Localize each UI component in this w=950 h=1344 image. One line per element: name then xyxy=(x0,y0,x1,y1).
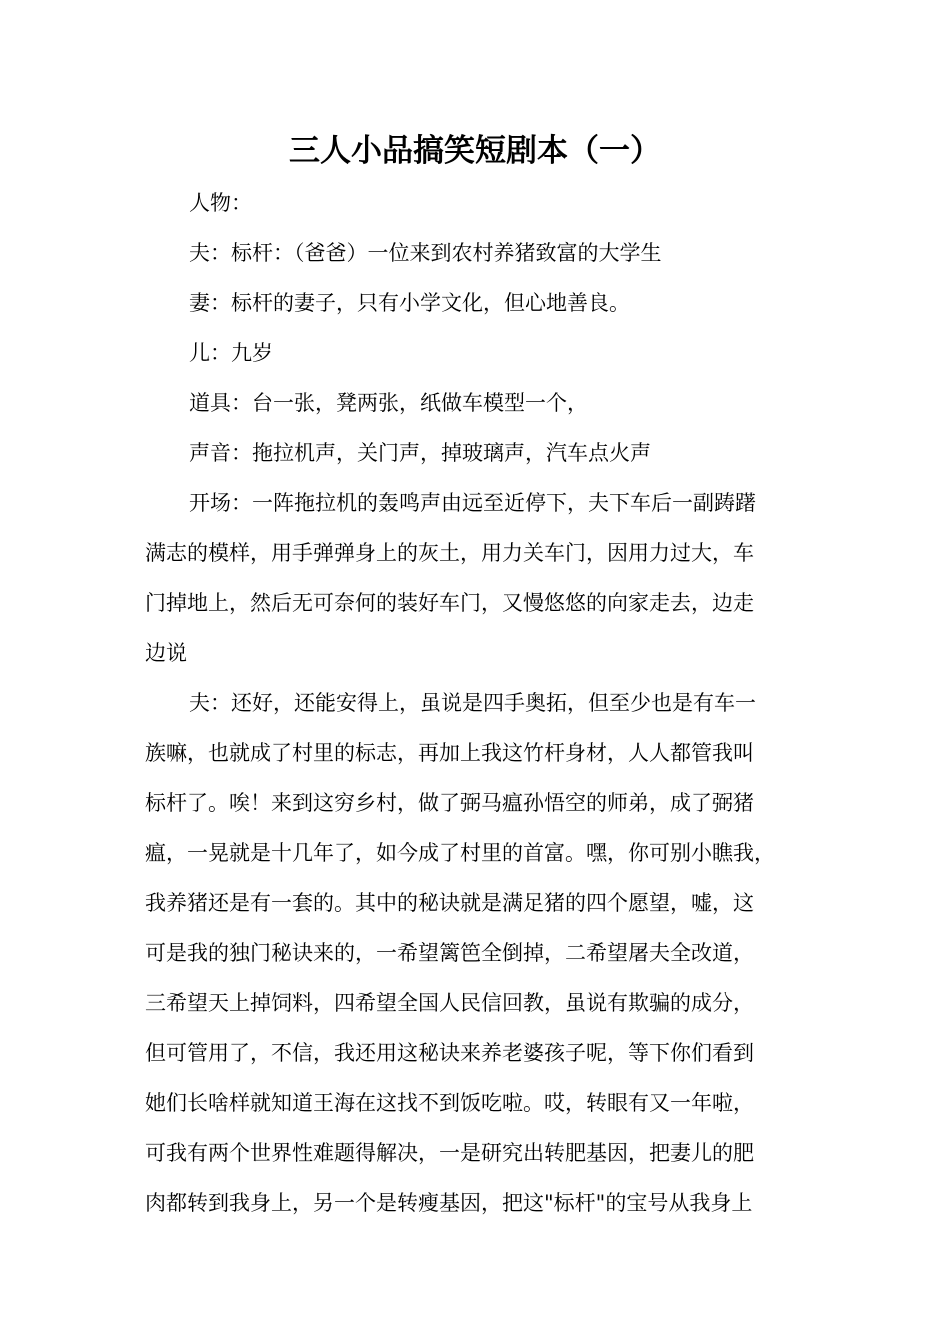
text-line: 我养猪还是有一套的。其中的秘诀就是满足猪的四个愿望，嘘，这 xyxy=(145,891,754,915)
text-line: 人物： xyxy=(189,191,252,215)
text-line: 标杆了。唉！来到这穷乡村，做了弼马瘟孙悟空的师弟，成了弼猪 xyxy=(145,791,754,815)
text-line: 肉都转到我身上，另一个是转瘦基因，把这"标杆"的宝号从我身上 xyxy=(145,1191,753,1215)
text-line: 瘟，一晃就是十几年了，如今成了村里的首富。嘿，你可别小瞧我， xyxy=(145,841,775,865)
text-line: 妻：标杆的妻子，只有小学文化，但心地善良。 xyxy=(189,291,630,315)
text-line: 声音：拖拉机声，关门声，掉玻璃声，汽车点火声 xyxy=(189,441,651,465)
text-line: 边说 xyxy=(145,641,187,665)
text-line: 三希望天上掉饲料，四希望全国人民信回教，虽说有欺骗的成分， xyxy=(145,991,754,1015)
text-line: 她们长啥样就知道王海在这找不到饭吃啦。哎，转眼有又一年啦， xyxy=(145,1091,754,1115)
text-line: 夫：还好，还能安得上，虽说是四手奥拓，但至少也是有车一 xyxy=(189,691,756,715)
text-line: 满志的模样，用手弹弹身上的灰土，用力关车门，因用力过大，车 xyxy=(145,541,754,565)
script-body xyxy=(145,178,810,1228)
text-line: 但可管用了，不信，我还用这秘诀来养老婆孩子呢，等下你们看到 xyxy=(145,1041,754,1065)
page-title: 三人小品搞笑短剧本（一） xyxy=(289,133,661,169)
text-line: 开场：一阵拖拉机的轰鸣声由远至近停下，夫下车后一副踌躇 xyxy=(189,491,756,515)
text-line: 道具：台一张，凳两张，纸做车模型一个， xyxy=(189,391,588,415)
text-line: 可是我的独门秘诀来的，一希望篱笆全倒掉，二希望屠夫全改道， xyxy=(145,941,754,965)
text-line: 夫：标杆：（爸爸）一位来到农村养猪致富的大学生 xyxy=(189,241,662,265)
text-line: 门掉地上，然后无可奈何的装好车门，又慢悠悠的向家走去，边走 xyxy=(145,591,754,615)
text-line: 可我有两个世界性难题得解决，一是研究出转肥基因，把妻儿的肥 xyxy=(145,1141,754,1165)
text-line: 族嘛，也就成了村里的标志，再加上我这竹杆身材，人人都管我叫 xyxy=(145,741,754,765)
text-line: 儿：九岁 xyxy=(189,341,273,365)
